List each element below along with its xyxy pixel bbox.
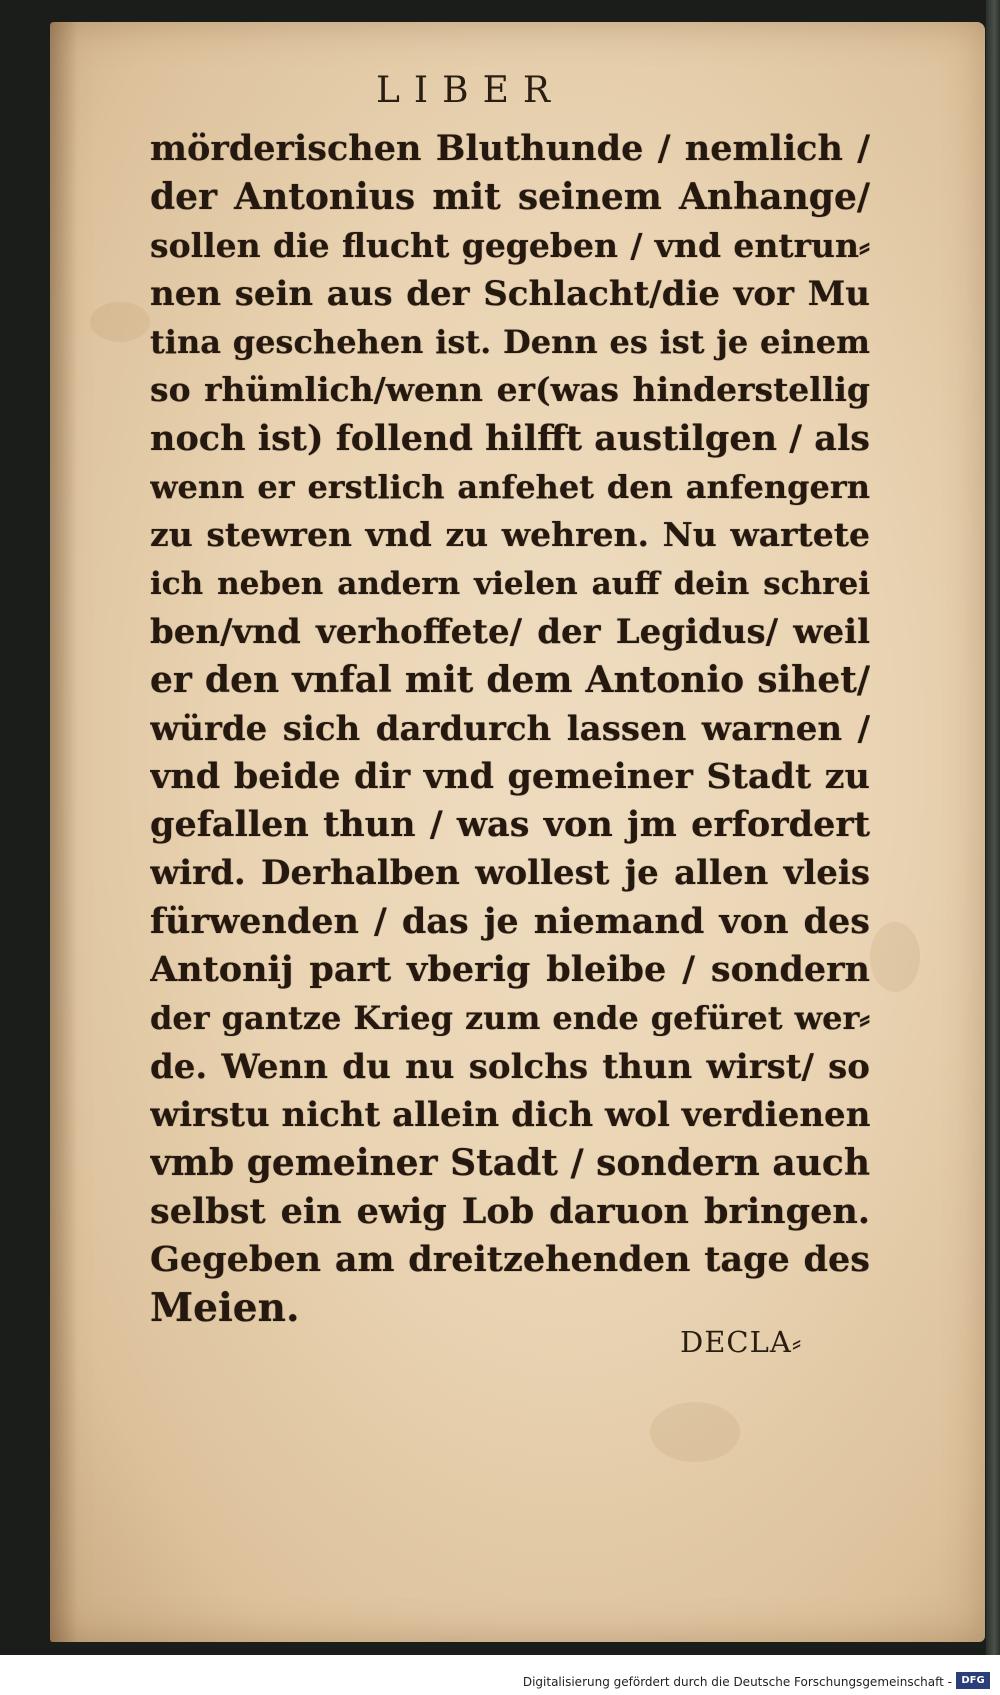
text-line: er den vnfal mit dem Antonio sihet/ bbox=[150, 659, 870, 702]
text-line: so rhümlich/wenn er(was hinderstellig bbox=[150, 370, 870, 410]
text-line: wenn er erstlich anfehet den anfengern bbox=[150, 468, 870, 507]
text-line: Meien. bbox=[150, 1285, 300, 1332]
page-gutter-shadow bbox=[50, 22, 78, 1642]
paper-stain bbox=[650, 1402, 740, 1462]
dfg-logo: DFG bbox=[956, 1672, 990, 1689]
text-line: gefallen thun / was von jm erfordert bbox=[150, 804, 870, 846]
text-line: vmb gemeiner Stadt / sondern auch bbox=[150, 1142, 870, 1185]
paper-stain bbox=[90, 302, 150, 342]
text-line: de. Wenn du nu solchs thun wirst/ so bbox=[150, 1046, 870, 1087]
text-line: tina geschehen ist. Denn es ist je einem bbox=[150, 323, 870, 362]
text-line: zu stewren vnd zu wehren. Nu wartete bbox=[150, 515, 870, 555]
text-line: würde sich dardurch lassen warnen / bbox=[150, 708, 870, 749]
text-line: Gegeben am dreitzehenden tage des bbox=[150, 1238, 870, 1280]
text-line: fürwenden / das je niemand von des bbox=[150, 900, 870, 942]
text-line: der gantze Krieg zum ende gefüret wer⸗ bbox=[150, 999, 870, 1038]
text-line: der Antonius mit seinem Anhange/ bbox=[150, 176, 870, 219]
text-line: noch ist) follend hilfft austilgen / als bbox=[150, 417, 870, 459]
text-line: wird. Derhalben wollest je allen vleis bbox=[150, 853, 870, 894]
catchword: DECLA⸗ bbox=[680, 1325, 803, 1359]
text-line: vnd beide dir vnd gemeiner Stadt zu bbox=[150, 755, 870, 797]
digitization-credit: Digitalisierung gefördert durch die Deutsche Forschungsgemeinschaft - bbox=[522, 1675, 952, 1689]
running-head: LIBER bbox=[376, 70, 564, 111]
text-line: ich neben andern vielen auff dein schrei bbox=[150, 565, 870, 602]
text-line: nen sein aus der Schlacht/die vor Mu bbox=[150, 273, 870, 314]
paper-stain bbox=[870, 922, 920, 992]
text-line: selbst ein ewig Lob daruon bringen. bbox=[150, 1190, 870, 1232]
text-line: sollen die flucht gegeben / vnd entrun⸗ bbox=[150, 225, 870, 265]
book-cover-edge bbox=[986, 0, 1000, 1655]
text-line: wirstu nicht allein dich wol verdienen bbox=[150, 1094, 870, 1135]
text-line: mörderischen Bluthunde / nemlich / bbox=[150, 128, 870, 169]
body-text bbox=[150, 125, 870, 1332]
text-line: ben/vnd verhoffete/ der Legidus/ weil bbox=[150, 611, 870, 652]
text-line: Antonij part vberig bleibe / sondern bbox=[150, 949, 870, 991]
